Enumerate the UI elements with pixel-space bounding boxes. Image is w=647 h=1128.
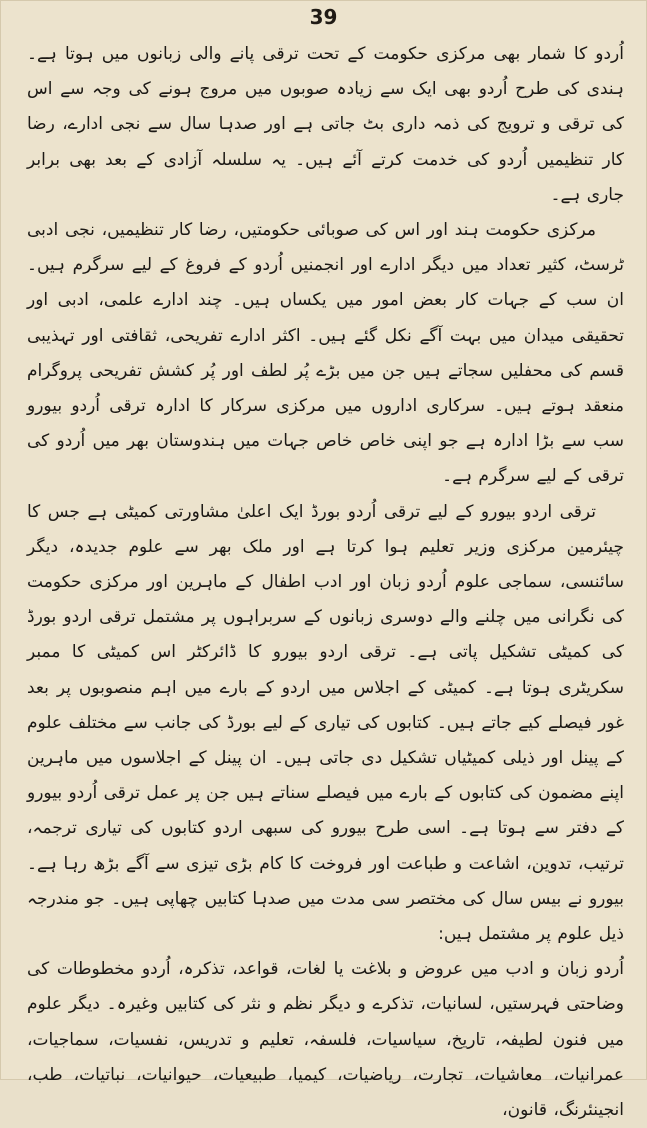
- page-number: 39: [309, 5, 338, 29]
- paragraph-1: اُردو کا شمار بھی مرکزی حکومت کے تحت ترقی پانے والی زبانوں میں ہوتا ہے۔ ہندی کی طرح اُردو بھی ایک سے زیادہ صوبوں میں مروج ہونے کی وجہ سے اس کی ترقی و ترویج کی ذمہ داری بٹ جاتی ہے اور صدہا سال سے نجی ادارے، رضا کار تنظیمیں اُردو کی خدمت کرتے آئے ہیں۔ یہ سلسلہ آزادی کے بعد بھی برابر جاری ہے۔: [27, 44, 624, 205]
- paragraph-2: مرکزی حکومت ہند اور اس کی صوبائی حکومتیں، رضا کار تنظیمیں، نجی ادبی ٹرسٹ، کثیر تعداد میں دیگر ادارے اور انجمنیں اُردو کے فروغ کے لیے سرگرم ہیں۔ ان سب کے جہات کار بعض امور میں یکساں ہیں۔ چند ادارے علمی، ادبی اور تحقیقی میدان میں بہت آگے نکل گئے ہیں۔ اکثر ادارے تفریحی، ثقافتی اور تہذیبی قسم کی محفلیں سجاتے ہیں جن میں بڑے پُر لطف اور پُر کشش تفریحی پروگرام منعقد ہوتے ہیں۔ سرکاری اداروں میں مرکزی سرکار کا ادارہ ترقی اُردو بیورو سب سے بڑا ادارہ ہے جو اپنی خاص خاص جہات میں ہندوستان بھر میں اُردو کی ترقی کے لیے سرگرم ہے۔: [27, 220, 624, 487]
- page-body: [27, 37, 624, 1128]
- paragraph-4: اُردو زبان و ادب میں عروض و بلاغت یا لغات، قواعد، تذکرہ، اُردو مخطوطات کی وضاحتی فہرستیں، لسانیات، تذکرے و دیگر نظم و نثر کی کتابیں وغیرہ۔ دیگر علوم میں فنون لطیفہ، تاریخ، سیاسیات، فلسفہ، تعلیم و تدریس، نفسیات، سماجیات، عمرانیات، معاشیات، تجارت، ریاضیات، کیمیا، طبیعیات، حیوانیات، نباتیات، طب، انجینئرنگ، قانون،: [27, 959, 624, 1121]
- paragraph-3: ترقی اردو بیورو کے لیے ترقی اُردو بورڈ ایک اعلیٰ مشاورتی کمیٹی ہے جس کا چیئرمین مرکزی وزیر تعلیم ہوا کرتا ہے اور ملک بھر سے علوم جدیدہ، دیگر سائنسی، سماجی علوم اُردو زبان اور ادب اطفال کے ماہرین اور مرکزی حکومت کی نگرانی میں چلنے والے دوسری زبانوں کے سربراہوں پر مشتمل ترقی اردو بورڈ کی کمیٹی تشکیل پاتی ہے۔ ترقی اردو بیورو کا ڈائرکٹر اس کمیٹی کا ممبر سکریٹری ہوتا ہے۔ کمیٹی کے اجلاس میں اردو کے بارے میں اہم منصوبوں پر بعد غور فیصلے کیے جاتے ہیں۔ کتابوں کی تیاری کے لیے بورڈ کی جانب سے مختلف علوم کے پینل اور ذیلی کمیٹیاں تشکیل دی جاتی ہیں۔ ان پینل کے اجلاسوں میں ماہرین اپنے مضمون کی کتابوں کے بارے میں فیصلے سناتے ہیں جن پر عمل ترقی اُردو بیورو کے دفتر سے ہوتا ہے۔ اسی طرح بیورو کی سبھی اردو کتابوں کی تیاری ترجمہ، ترتیب، تدوین، اشاعت و طباعت اور فروخت کا کام بڑی تیزی سے آگے بڑھ رہا ہے۔ بیورو نے بیس سال کی مختصر سی مدت میں صدہا کتابیں چھاپی ہیں۔ جو مندرجہ ذیل علوم پر مشتمل ہیں:: [27, 501, 624, 945]
